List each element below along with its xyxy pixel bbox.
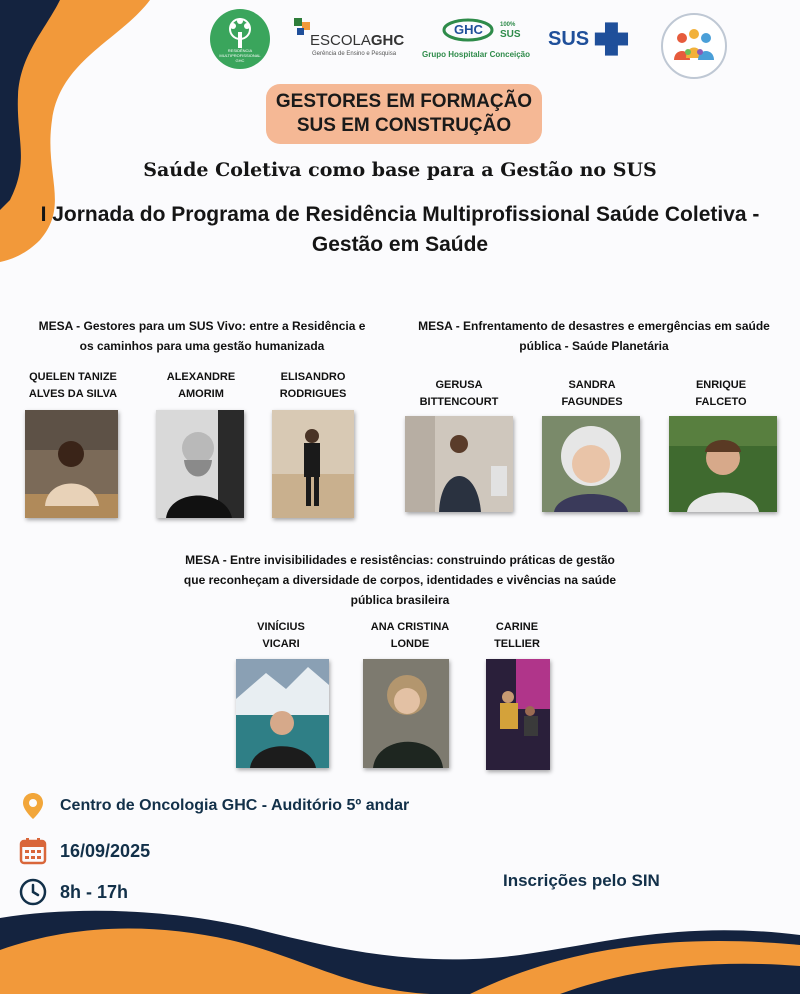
speaker-photo	[542, 416, 640, 512]
registration-text: Inscrições pelo SIN	[503, 871, 660, 890]
speaker-name	[532, 377, 652, 411]
speaker-photo	[272, 410, 354, 518]
escola-logo-name-a: ESCOLA	[310, 32, 371, 49]
ghc-logo-tagline: Grupo Hospitalar Conceição	[422, 50, 531, 59]
event-time: 8h - 17h	[60, 881, 129, 902]
speaker-name	[221, 619, 341, 653]
mesa-2-title-line2: pública - Saúde Planetária	[519, 339, 669, 353]
plus-icon	[593, 19, 630, 59]
speaker-photo	[669, 416, 777, 512]
speaker-photo	[156, 410, 244, 518]
speaker-line1: SANDRA	[568, 379, 616, 391]
mesa-1-title-line2: os caminhos para uma gestão humanizada	[79, 339, 325, 353]
date-row	[18, 836, 150, 866]
escola-ghc-logo	[292, 16, 410, 62]
speaker-name	[457, 619, 577, 653]
event-location: Centro de Oncologia GHC - Auditório 5º andar	[60, 797, 410, 814]
ghc-logo-sus-pct: 100%	[500, 22, 516, 28]
speaker-photo	[486, 659, 550, 770]
speaker-line2: VICARI	[262, 638, 300, 650]
speaker-photo	[25, 410, 118, 518]
speaker-line1: GERUSA	[435, 379, 483, 391]
title-line2: Gestão em Saúde	[311, 233, 489, 256]
mesa-1-title	[12, 316, 392, 356]
mesa-1-title-line1: MESA - Gestores para um SUS Vivo: entre a Residência e	[38, 319, 366, 333]
speaker-photo	[363, 659, 449, 768]
speaker-line2: ALVES DA SILVA	[28, 388, 118, 400]
residencia-logo-line1: RESIDÊNCIA	[227, 48, 253, 53]
mesa-3-title	[140, 550, 660, 610]
speaker-line1: CARINE	[495, 621, 539, 633]
speaker-line2: FALCETO	[695, 396, 747, 408]
speaker-line1: QUELEN TANIZE	[29, 371, 117, 383]
residencia-logo	[209, 8, 271, 70]
speaker-name	[661, 377, 781, 411]
page-title	[40, 200, 760, 260]
speaker-line1: ANA CRISTINA	[370, 621, 450, 633]
ghc-logo-mark: GHC	[454, 22, 483, 37]
escola-logo-name-b: GHC	[370, 32, 405, 49]
speaker-line2: FAGUNDES	[561, 396, 623, 408]
mesa-3-title-line3: pública brasileira	[350, 593, 450, 607]
speaker-photo	[405, 416, 513, 512]
mesa-2-title	[408, 316, 780, 356]
ghc-logo	[420, 18, 531, 62]
header-pill	[266, 84, 542, 144]
mesa-2-title-line1: MESA - Enfrentamento de desastres e emergências em saúde	[418, 319, 770, 333]
event-date: 16/09/2025	[60, 840, 151, 861]
page-subtitle: Saúde Coletiva como base para a Gestão no SUS	[143, 159, 657, 181]
speaker-line1: ELISANDRO	[280, 371, 346, 383]
pill-line2: SUS EM CONSTRUÇÃO	[296, 115, 512, 136]
sus-logo	[548, 18, 630, 60]
mesa-3-title-line1: MESA - Entre invisibilidades e resistências: construindo práticas de gestão	[185, 553, 615, 567]
location-row	[18, 791, 409, 821]
speaker-line1: ENRIQUE	[695, 379, 747, 391]
speaker-line2: TELLIER	[494, 638, 540, 650]
title-line1: I Jornada do Programa de Residência Multiprofissional Saúde Coletiva -	[40, 203, 760, 226]
speaker-line2: AMORIM	[178, 388, 224, 400]
calendar-icon	[18, 836, 48, 866]
residencia-logo-line3: GHC	[235, 58, 245, 63]
speaker-line1: VINÍCIUS	[257, 621, 305, 633]
map-pin-icon	[18, 791, 48, 821]
speaker-name	[13, 369, 133, 403]
speaker-name	[253, 369, 373, 403]
residencia-logo-line2: MULTIPROFISSIONAL	[219, 53, 261, 58]
speaker-line2: LONDE	[390, 638, 430, 650]
clock-icon	[18, 877, 48, 907]
ghc-logo-sus: SUS	[500, 29, 521, 40]
speaker-line1: ALEXANDRE	[166, 371, 236, 383]
escola-logo-tagline: Gerência de Ensino e Pesquisa	[312, 51, 397, 57]
speaker-line2: BITTENCOURT	[419, 396, 499, 408]
community-logo	[660, 12, 728, 80]
pill-line1: GESTORES EM FORMAÇÃO	[275, 91, 533, 112]
speaker-name	[350, 619, 470, 653]
speaker-photo	[236, 659, 329, 768]
speaker-name	[141, 369, 261, 403]
speaker-line2: RODRIGUES	[279, 388, 347, 400]
speaker-name	[399, 377, 519, 411]
time-row	[18, 877, 128, 907]
sus-logo-label: SUS	[548, 27, 590, 50]
mesa-3-title-line2: que reconheçam a diversidade de corpos, identidades e vivências na saúde	[183, 573, 617, 587]
